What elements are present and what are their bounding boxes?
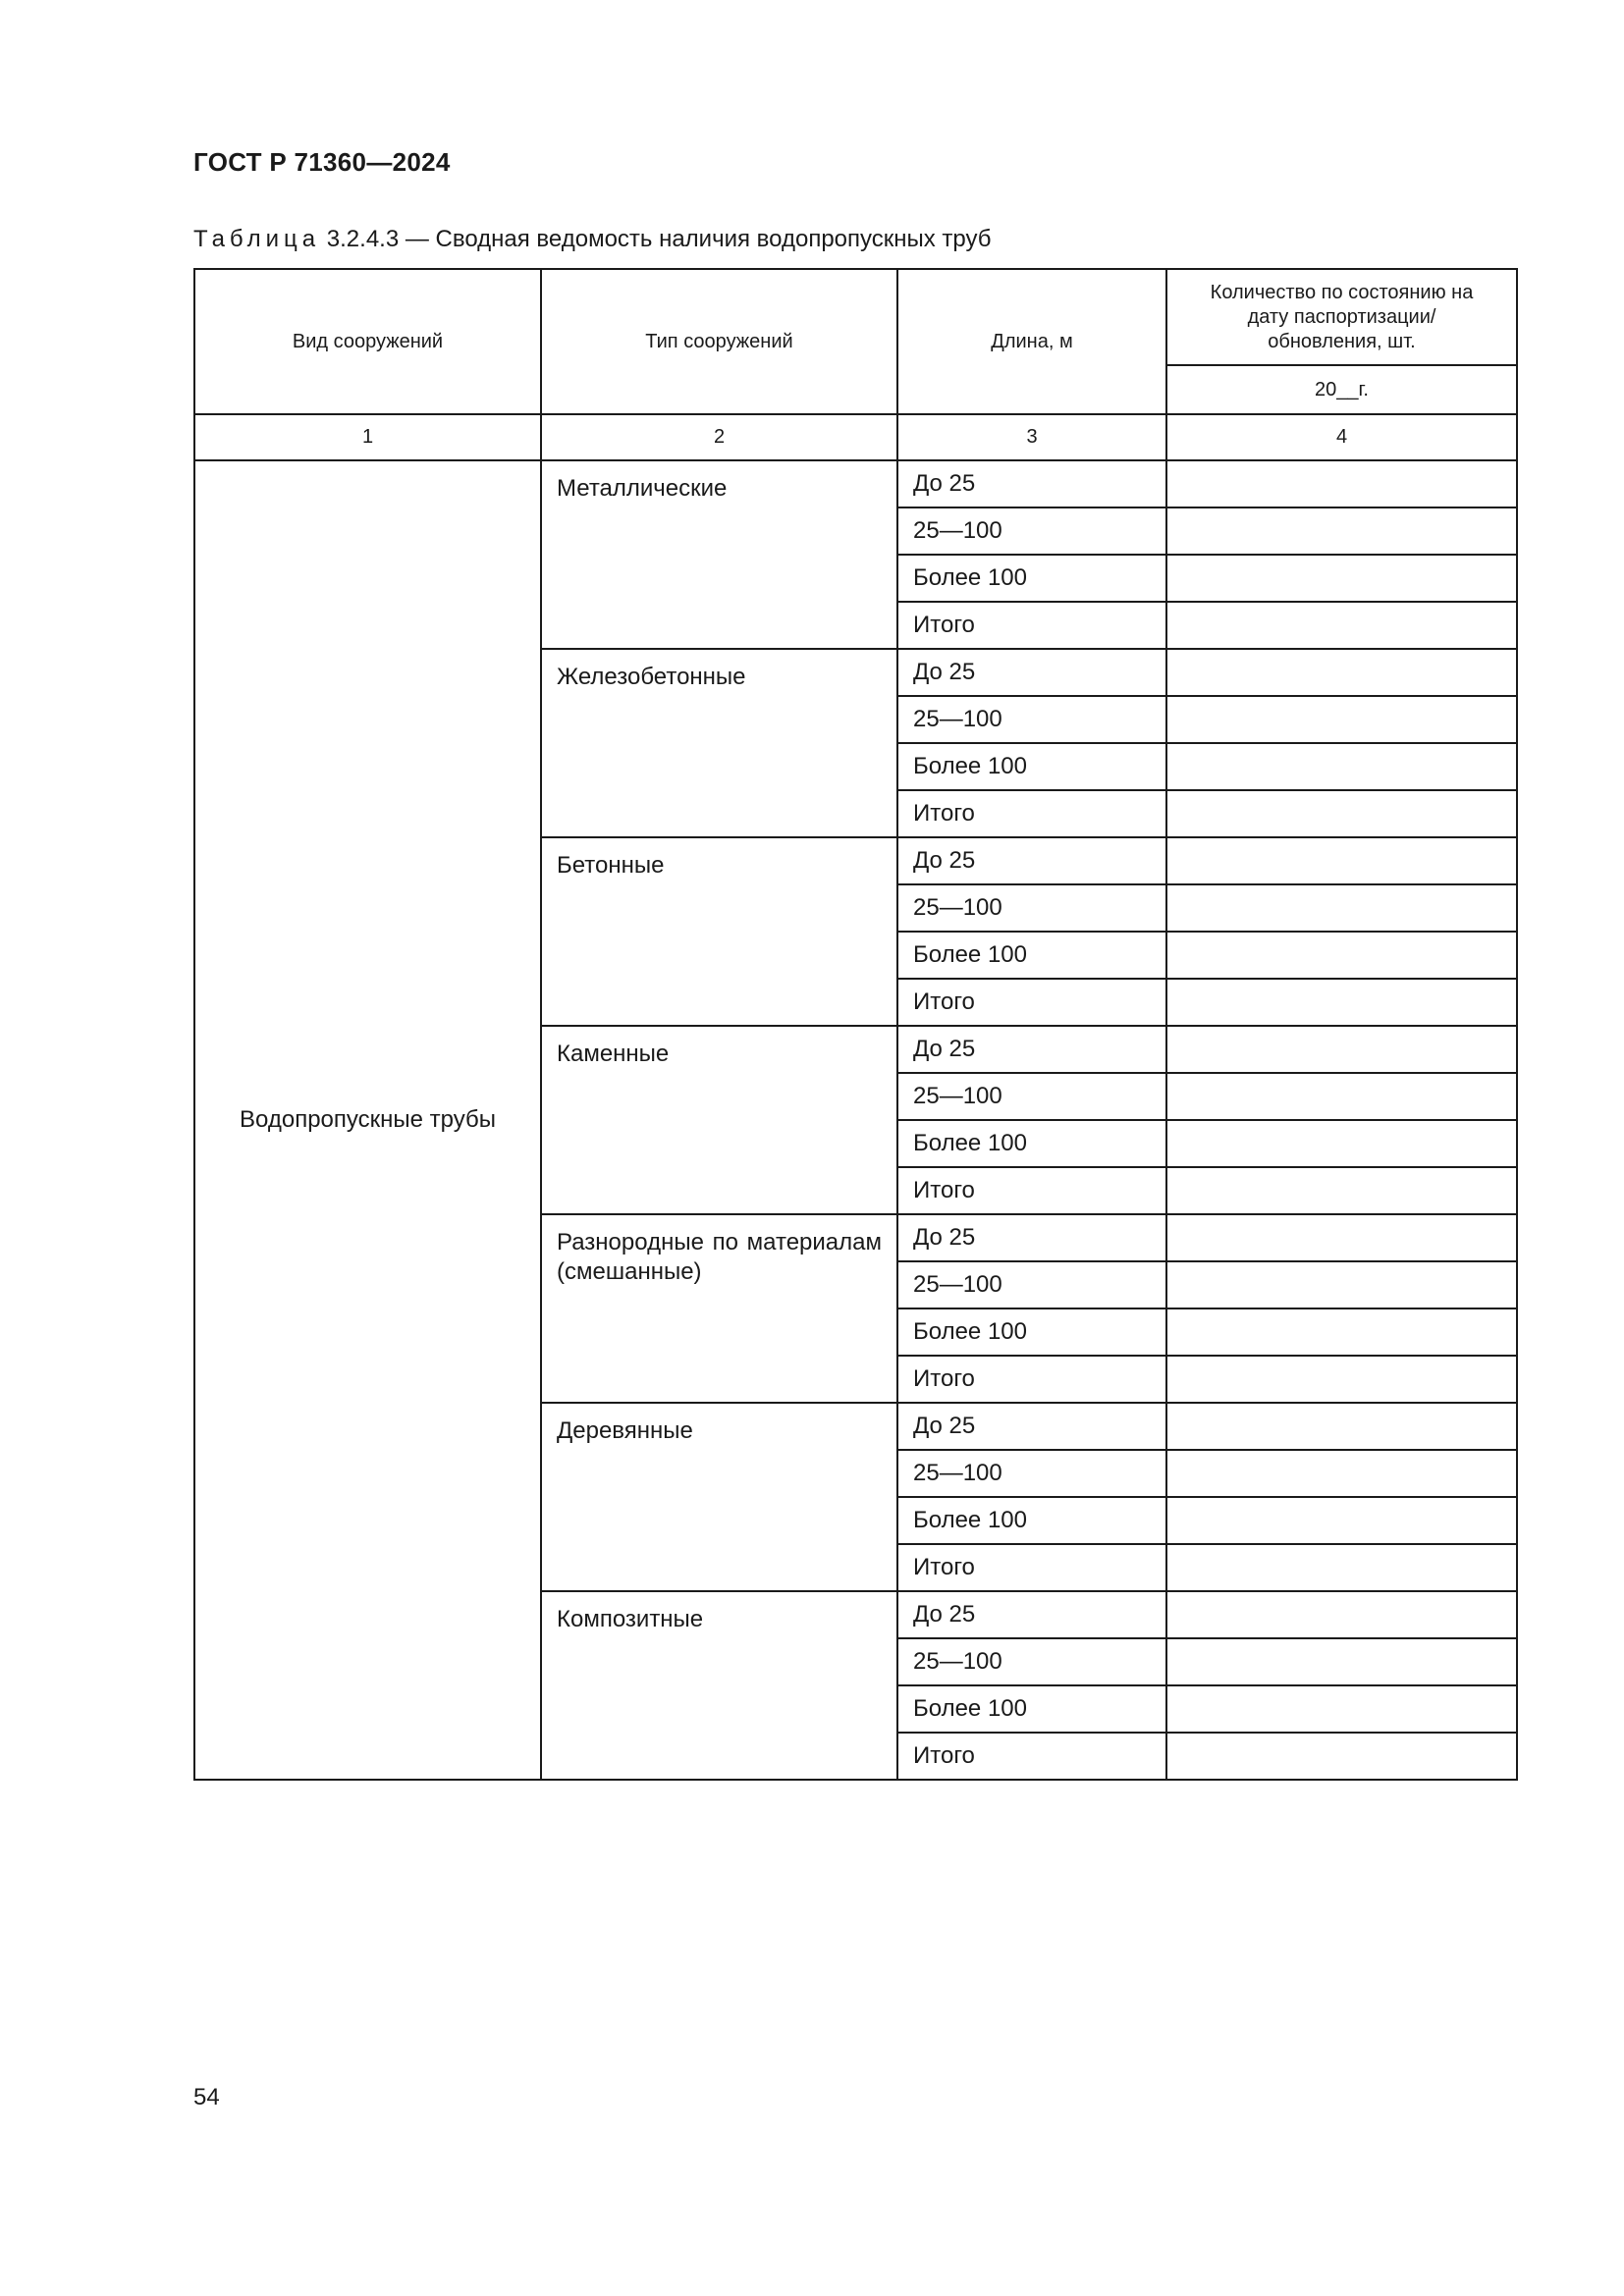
length-cell: Более 100 bbox=[897, 1308, 1166, 1356]
count-cell bbox=[1166, 1356, 1517, 1403]
type-cell: Металлические bbox=[541, 460, 897, 649]
length-cell: Итого bbox=[897, 1356, 1166, 1403]
kind-cell: Водопропускные трубы bbox=[194, 460, 541, 1780]
column-number: 4 bbox=[1166, 414, 1517, 460]
count-cell bbox=[1166, 1308, 1517, 1356]
length-cell: До 25 bbox=[897, 1214, 1166, 1261]
document-code: ГОСТ Р 71360—2024 bbox=[193, 147, 451, 177]
count-cell bbox=[1166, 1450, 1517, 1497]
length-cell: Более 100 bbox=[897, 1120, 1166, 1167]
table-caption bbox=[193, 226, 992, 253]
header-length: Длина, м bbox=[897, 269, 1166, 414]
type-cell: Железобетонные bbox=[541, 649, 897, 837]
count-cell bbox=[1166, 1026, 1517, 1073]
column-number: 3 bbox=[897, 414, 1166, 460]
count-cell bbox=[1166, 696, 1517, 743]
length-cell: До 25 bbox=[897, 649, 1166, 696]
length-cell: До 25 bbox=[897, 1403, 1166, 1450]
length-cell: До 25 bbox=[897, 837, 1166, 884]
count-cell bbox=[1166, 837, 1517, 884]
count-cell bbox=[1166, 1733, 1517, 1780]
summary-table bbox=[193, 268, 1518, 1781]
count-cell bbox=[1166, 1638, 1517, 1685]
length-cell: Более 100 bbox=[897, 1497, 1166, 1544]
length-cell: 25—100 bbox=[897, 884, 1166, 932]
length-cell: Итого bbox=[897, 979, 1166, 1026]
count-cell bbox=[1166, 1497, 1517, 1544]
length-cell: Итого bbox=[897, 602, 1166, 649]
length-cell: Итого bbox=[897, 1733, 1166, 1780]
length-cell: Более 100 bbox=[897, 743, 1166, 790]
count-cell bbox=[1166, 1403, 1517, 1450]
count-cell bbox=[1166, 1544, 1517, 1591]
length-cell: Итого bbox=[897, 790, 1166, 837]
header-kind: Вид сооружений bbox=[194, 269, 541, 414]
length-cell: Итого bbox=[897, 1167, 1166, 1214]
count-cell bbox=[1166, 1214, 1517, 1261]
count-cell bbox=[1166, 1261, 1517, 1308]
count-cell bbox=[1166, 555, 1517, 602]
count-cell bbox=[1166, 743, 1517, 790]
type-cell: Каменные bbox=[541, 1026, 897, 1214]
count-cell bbox=[1166, 1591, 1517, 1638]
count-cell bbox=[1166, 979, 1517, 1026]
column-number-row bbox=[194, 414, 1517, 460]
column-number: 2 bbox=[541, 414, 897, 460]
table-caption-text: 3.2.4.3 — Сводная ведомость наличия водопропускных труб bbox=[326, 226, 992, 252]
length-cell: 25—100 bbox=[897, 1638, 1166, 1685]
length-cell: 25—100 bbox=[897, 1450, 1166, 1497]
count-cell bbox=[1166, 602, 1517, 649]
column-number: 1 bbox=[194, 414, 541, 460]
length-cell: До 25 bbox=[897, 460, 1166, 507]
length-cell: 25—100 bbox=[897, 507, 1166, 555]
type-cell: Разнородные по материалам (смешанные) bbox=[541, 1214, 897, 1403]
count-cell bbox=[1166, 1120, 1517, 1167]
count-cell bbox=[1166, 932, 1517, 979]
count-cell bbox=[1166, 460, 1517, 507]
count-cell bbox=[1166, 1685, 1517, 1733]
header-count: Количество по состоянию на дату паспортизации/ обновления, шт. bbox=[1166, 269, 1517, 365]
length-cell: Итого bbox=[897, 1544, 1166, 1591]
length-cell: Более 100 bbox=[897, 1685, 1166, 1733]
length-cell: Более 100 bbox=[897, 555, 1166, 602]
count-cell bbox=[1166, 1167, 1517, 1214]
length-cell: 25—100 bbox=[897, 696, 1166, 743]
length-cell: Более 100 bbox=[897, 932, 1166, 979]
length-cell: 25—100 bbox=[897, 1073, 1166, 1120]
type-cell: Деревянные bbox=[541, 1403, 897, 1591]
page-number: 54 bbox=[193, 2084, 220, 2110]
count-cell bbox=[1166, 790, 1517, 837]
count-cell bbox=[1166, 507, 1517, 555]
count-cell bbox=[1166, 649, 1517, 696]
count-cell bbox=[1166, 884, 1517, 932]
header-year: 20__г. bbox=[1166, 365, 1517, 414]
length-cell: До 25 bbox=[897, 1591, 1166, 1638]
table-caption-label: Таблица bbox=[193, 226, 321, 252]
type-cell: Бетонные bbox=[541, 837, 897, 1026]
header-type: Тип сооружений bbox=[541, 269, 897, 414]
type-cell: Композитные bbox=[541, 1591, 897, 1780]
length-cell: До 25 bbox=[897, 1026, 1166, 1073]
length-cell: 25—100 bbox=[897, 1261, 1166, 1308]
count-cell bbox=[1166, 1073, 1517, 1120]
table-row bbox=[194, 460, 1517, 507]
